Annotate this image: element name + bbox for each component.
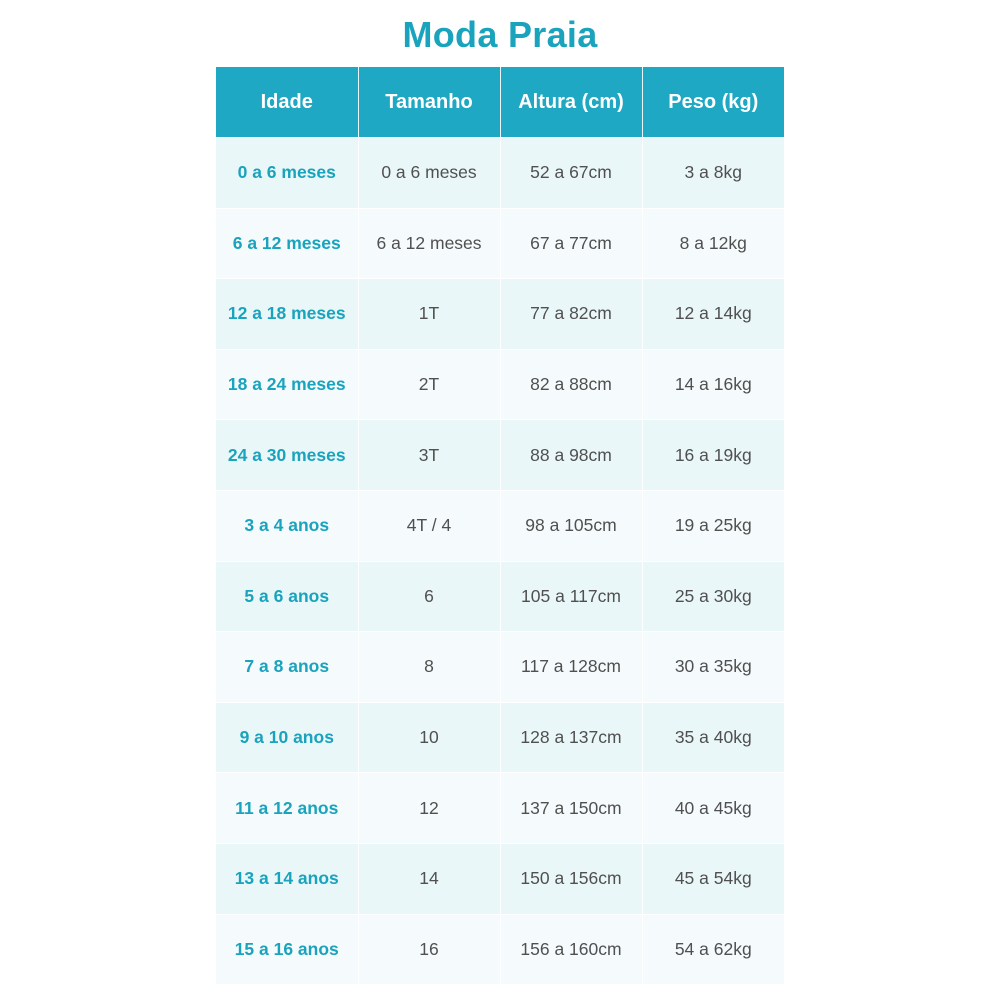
cell-peso: 14 a 16kg [642, 349, 784, 420]
cell-tamanho: 16 [358, 914, 500, 984]
cell-peso: 25 a 30kg [642, 561, 784, 632]
cell-peso: 12 a 14kg [642, 279, 784, 350]
table-row [216, 843, 784, 914]
table-row [216, 349, 784, 420]
header-idade: Idade [216, 67, 358, 138]
cell-altura: 137 a 150cm [500, 773, 642, 844]
header-altura: Altura (cm) [500, 67, 642, 138]
header-row [216, 67, 784, 138]
table-row [216, 490, 784, 561]
table-row [216, 279, 784, 350]
cell-idade: 12 a 18 meses [216, 279, 358, 350]
cell-tamanho: 6 [358, 561, 500, 632]
cell-altura: 98 a 105cm [500, 490, 642, 561]
cell-tamanho: 6 a 12 meses [358, 208, 500, 279]
cell-peso: 16 a 19kg [642, 420, 784, 491]
table-row [216, 138, 784, 209]
cell-tamanho: 3T [358, 420, 500, 491]
cell-peso: 8 a 12kg [642, 208, 784, 279]
cell-idade: 24 a 30 meses [216, 420, 358, 491]
cell-peso: 19 a 25kg [642, 490, 784, 561]
table-row [216, 702, 784, 773]
header-peso: Peso (kg) [642, 67, 784, 138]
table-row [216, 773, 784, 844]
size-table [216, 67, 784, 984]
cell-idade: 0 a 6 meses [216, 138, 358, 209]
cell-idade: 18 a 24 meses [216, 349, 358, 420]
cell-altura: 67 a 77cm [500, 208, 642, 279]
cell-peso: 30 a 35kg [642, 632, 784, 703]
cell-tamanho: 2T [358, 349, 500, 420]
cell-idade: 13 a 14 anos [216, 843, 358, 914]
cell-idade: 11 a 12 anos [216, 773, 358, 844]
cell-idade: 3 a 4 anos [216, 490, 358, 561]
cell-altura: 150 a 156cm [500, 843, 642, 914]
cell-altura: 128 a 137cm [500, 702, 642, 773]
cell-tamanho: 12 [358, 773, 500, 844]
cell-altura: 82 a 88cm [500, 349, 642, 420]
cell-altura: 105 a 117cm [500, 561, 642, 632]
cell-altura: 77 a 82cm [500, 279, 642, 350]
cell-tamanho: 0 a 6 meses [358, 138, 500, 209]
cell-altura: 88 a 98cm [500, 420, 642, 491]
cell-tamanho: 1T [358, 279, 500, 350]
cell-peso: 45 a 54kg [642, 843, 784, 914]
page-title: Moda Praia [402, 14, 598, 55]
cell-idade: 5 a 6 anos [216, 561, 358, 632]
cell-peso: 3 a 8kg [642, 138, 784, 209]
cell-tamanho: 14 [358, 843, 500, 914]
cell-peso: 40 a 45kg [642, 773, 784, 844]
table-row [216, 420, 784, 491]
cell-tamanho: 10 [358, 702, 500, 773]
table-row [216, 208, 784, 279]
table-row [216, 561, 784, 632]
cell-idade: 6 a 12 meses [216, 208, 358, 279]
table-row [216, 914, 784, 984]
cell-altura: 117 a 128cm [500, 632, 642, 703]
table-header [216, 67, 784, 138]
cell-tamanho: 8 [358, 632, 500, 703]
cell-tamanho: 4T / 4 [358, 490, 500, 561]
table-row [216, 632, 784, 703]
cell-peso: 54 a 62kg [642, 914, 784, 984]
cell-altura: 156 a 160cm [500, 914, 642, 984]
cell-peso: 35 a 40kg [642, 702, 784, 773]
cell-altura: 52 a 67cm [500, 138, 642, 209]
cell-idade: 15 a 16 anos [216, 914, 358, 984]
table-body [216, 138, 784, 985]
cell-idade: 7 a 8 anos [216, 632, 358, 703]
cell-idade: 9 a 10 anos [216, 702, 358, 773]
header-tamanho: Tamanho [358, 67, 500, 138]
